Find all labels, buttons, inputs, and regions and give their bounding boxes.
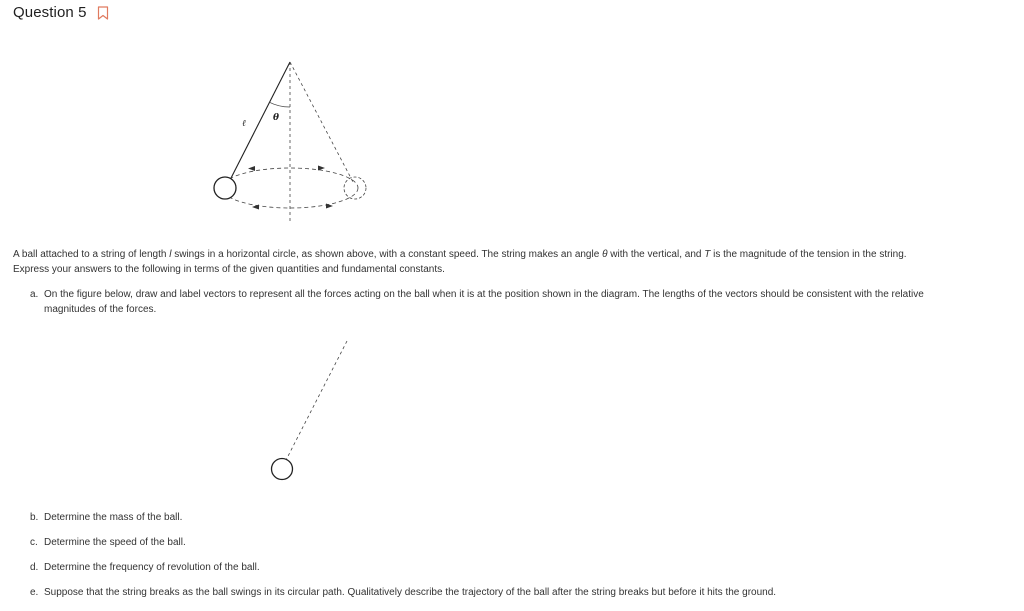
part-a-label: a. — [30, 289, 39, 300]
path-arrow-top-right — [318, 166, 325, 171]
intro-text-3: with the vertical, and — [607, 249, 705, 260]
question-title: Question 5 — [13, 4, 87, 21]
part-d — [30, 561, 260, 576]
ball-diagram — [272, 459, 293, 480]
intro-text-2: swings in a horizontal circle, as shown above, with a constant speed. The string makes an angle — [171, 249, 603, 260]
part-b-text: Determine the mass of the ball. — [44, 512, 183, 523]
ball-ghost — [344, 177, 366, 199]
part-c-text: Determine the speed of the ball. — [44, 537, 186, 548]
angle-variable: θ — [602, 249, 608, 260]
angle-label: θ — [273, 113, 280, 123]
problem-statement — [13, 248, 1003, 277]
part-e-label: e. — [30, 587, 39, 598]
string-line — [229, 62, 290, 182]
question-header — [13, 4, 109, 21]
part-e — [30, 586, 776, 601]
bookmark-icon[interactable] — [97, 6, 109, 20]
length-label: ℓ — [242, 119, 246, 129]
part-c — [30, 536, 186, 551]
part-a-text-cont: magnitudes of the forces. — [44, 303, 157, 315]
part-b-label: b. — [30, 512, 39, 523]
length-variable: l — [169, 249, 172, 260]
path-arrow-bottom-right — [326, 204, 333, 209]
tension-variable: T — [704, 249, 711, 260]
intro-text-line2: Express your answers to the following in terms of the given quantities and fundamental constants. — [13, 263, 445, 275]
part-c-label: c. — [30, 537, 38, 548]
angle-arc — [270, 102, 291, 107]
path-arrow-top — [248, 166, 255, 171]
conical-pendulum-figure — [200, 52, 380, 227]
string-dashed-line — [285, 341, 347, 462]
intro-text-4: is the magnitude of the tension in the string. — [710, 249, 907, 260]
part-a — [30, 288, 1010, 317]
force-diagram-figure — [255, 335, 365, 485]
part-e-text: Suppose that the string breaks as the ball swings in its circular path. Qualitatively describe the trajectory of the ball after the string breaks but before it hits the ground. — [44, 587, 777, 598]
part-a-text: On the figure below, draw and label vectors to represent all the forces acting on the ball when it is at the position shown in the diagram. The lengths of the vectors should be consistent with the relative — [44, 289, 924, 300]
ball — [214, 177, 236, 199]
part-d-text: Determine the frequency of revolution of the ball. — [44, 562, 260, 573]
part-d-label: d. — [30, 562, 39, 573]
part-b — [30, 511, 182, 526]
string-mirror-line — [290, 62, 353, 182]
intro-text-1: A ball attached to a string of length — [13, 249, 170, 260]
